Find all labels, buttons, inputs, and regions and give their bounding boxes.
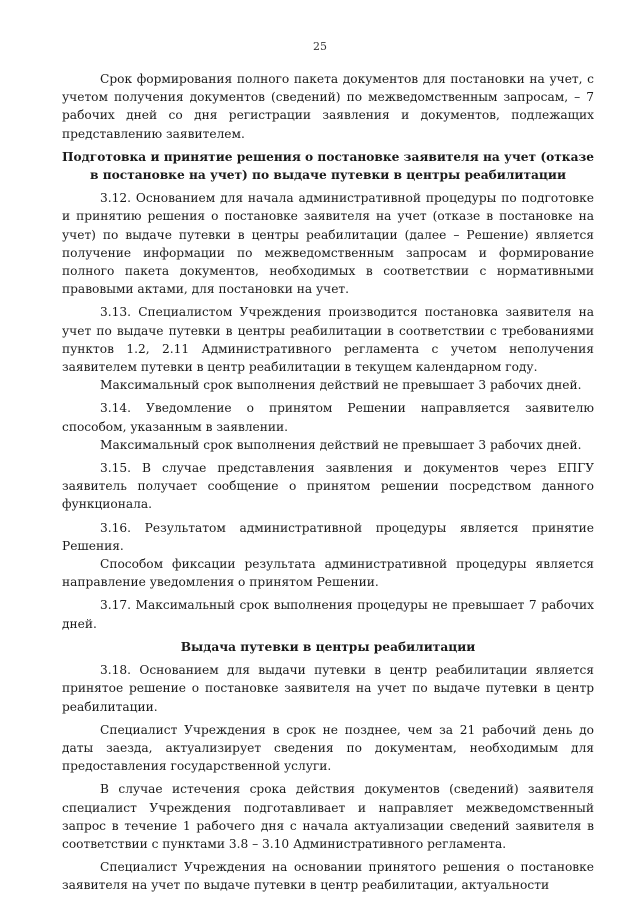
paragraph-3-16-fixation: Способом фиксации результата административной процедуры является направление уведомления о принятом Решении. xyxy=(62,557,594,590)
paragraph-3-18: 3.18. Основанием для выдачи путевки в центр реабилитации является принятое решение о постановке заявителя на учет по выдаче путевки в центр реабилитации. xyxy=(62,663,594,714)
section-heading-voucher-issue: Выдача путевки в центры реабилитации xyxy=(180,639,476,654)
paragraph-3-14: 3.14. Уведомление о принятом Решении направляется заявителю способом, указанным в заявлении. xyxy=(62,401,594,434)
paragraph-3-17: 3.17. Максимальный срок выполнения процедуры не превышает 7 рабочих дней. xyxy=(62,598,594,631)
paragraph-3-18-specialist-update: Специалист Учреждения в срок не позднее, чем за 21 рабочий день до даты заезда, актуализирует сведения по документам, необходимым для предоставления государственной услуги. xyxy=(62,722,594,774)
paragraph-3-16: 3.16. Результатом административной процедуры является принятие Решения. xyxy=(62,520,594,553)
paragraph-document-package-deadline: Срок формирования полного пакета документов для постановки на учет, с учетом получения документов (сведений) по межведомственным запросам, – 7 рабочих дней со дня регистрации заявления и документов, подлежащих представлению заявителем. xyxy=(62,72,594,141)
paragraph-3-13-max-term: Максимальный срок выполнения действий не превышает 3 рабочих дней. xyxy=(100,378,582,393)
paragraph-3-14-max-term: Максимальный срок выполнения действий не превышает 3 рабочих дней. xyxy=(100,437,582,452)
paragraph-3-18-documents-expiry: В случае истечения срока действия документов (сведений) заявителя специалист Учреждения подготавливает и направляет межведомственный запрос в течение 1 рабочего дня с начала актуализации сведений заявителя в соответствии с пунктами 3.8 – 3.10 Административного регламента. xyxy=(62,782,594,851)
paragraph-3-18-specialist-basis: Специалист Учреждения на основании принятого решения о постановке заявителя на учет по выдаче путевки в центр реабилитации, актуальности xyxy=(62,860,594,893)
paragraph-3-15: 3.15. В случае представления заявления и документов через ЕПГУ заявитель получает сообщение о принятом решении посредством данного функционала. xyxy=(62,461,594,512)
paragraph-3-12: 3.12. Основанием для начала административной процедуры по подготовке и принятию решения о постановке заявителя на учет (отказе в постановке на учет) по выдаче путевки в центры реабилитации (далее – Решение) является получение информации по межведомственным запросам и формирование полного пакета документов, необходимых в соответствии с нормативными правовыми актами, для постановки на учет. xyxy=(62,191,594,297)
paragraph-3-13: 3.13. Специалистом Учреждения производится постановка заявителя на учет по выдаче путевки в центры реабилитации в соответствии с требованиями пунктов 1.2, 2.11 Административного регламента с учетом неполучения заявителем путевки в центр реабилитации в текущем календарном году. xyxy=(62,305,594,375)
section-heading-registration-decision: Подготовка и принятие решения о постановке заявителя на учет (отказе в постановке на учет) по выдаче путевки в центры реабилитации xyxy=(62,149,595,183)
document-body xyxy=(62,70,594,895)
page-number: 25 xyxy=(313,40,327,53)
